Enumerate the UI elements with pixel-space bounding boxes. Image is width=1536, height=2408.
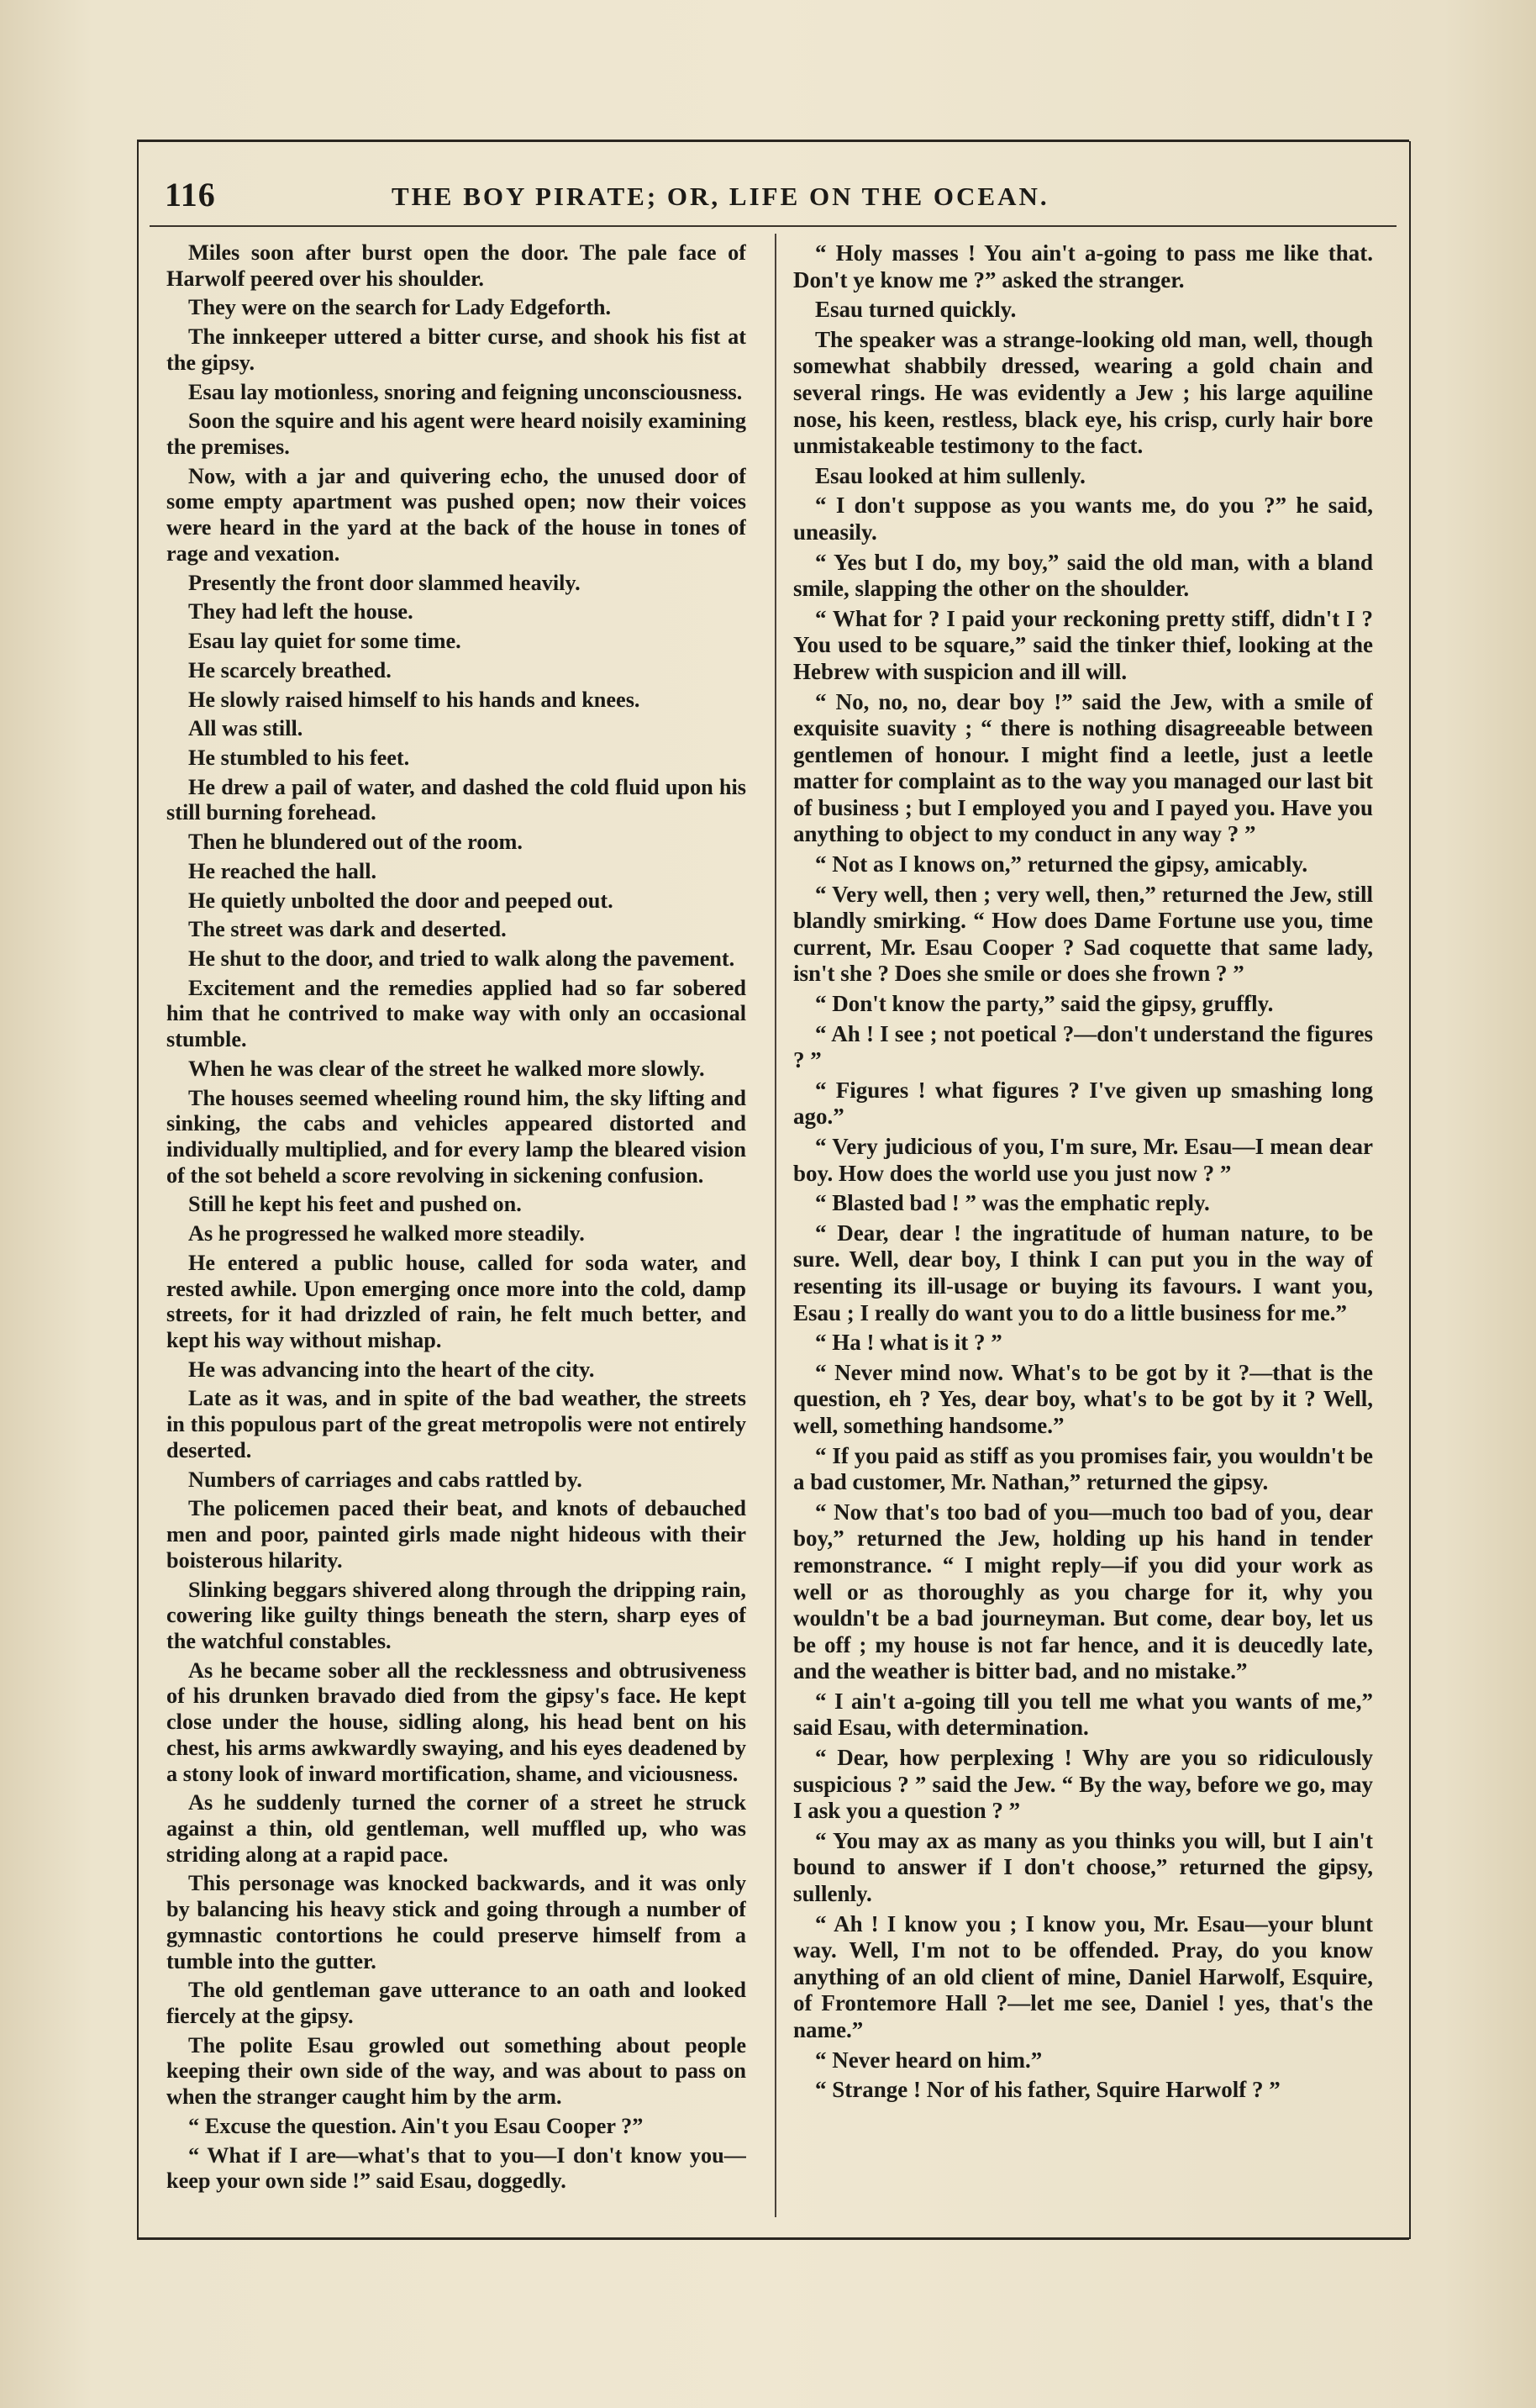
paragraph: “ Blasted bad ! ” was the emphatic reply. bbox=[815, 1190, 1210, 1216]
paragraph: The old gentleman gave utterance to an oath and looked fiercely at the gipsy. bbox=[166, 1978, 746, 2028]
paragraph: The polite Esau growled out something about people keeping their own side of the way, and was about to pass on when the stranger caught him by the arm. bbox=[166, 2032, 746, 2110]
paragraph: The houses seemed wheeling round him, the sky lifting and sinking, the cabs and vehicles appeared distorted and individually multiplied, and for every lamp the bleared vision of the sot beheld a score revolving in sickening confusion. bbox=[166, 1085, 746, 1188]
paragraph: “ Very judicious of you, I'm sure, Mr. Esau—I mean dear boy. How does the world use you just now ? ” bbox=[793, 1134, 1373, 1186]
paragraph: “ Not as I knows on,” returned the gipsy, amicably. bbox=[815, 851, 1308, 877]
paragraph: “ What for ? I paid your reckoning pretty stiff, didn't I ? You used to be square,” said the tinker thief, looking at the Hebrew with suspicion and ill will. bbox=[793, 605, 1373, 684]
paragraph: “ Holy masses ! You ain't a-going to pass me like that. Don't ye know me ?” asked the stranger. bbox=[793, 240, 1373, 292]
paragraph: Numbers of carriages and cabs rattled by. bbox=[188, 1467, 582, 1492]
bottom-rule bbox=[137, 2237, 1409, 2240]
paragraph: He reached the hall. bbox=[188, 858, 377, 883]
paragraph: Esau lay quiet for some time. bbox=[188, 629, 461, 654]
paragraph: “ Never heard on him.” bbox=[815, 2047, 1043, 2073]
paragraph: “ Ah ! I see ; not poetical ?—don't understand the figures ? ” bbox=[793, 1020, 1373, 1073]
paragraph: “ Excuse the question. Ain't you Esau Cooper ?” bbox=[188, 2113, 644, 2138]
page-number: 116 bbox=[165, 176, 216, 213]
header-rule bbox=[150, 225, 1397, 227]
paragraph: Slinking beggars shivered along through the dripping rain, cowering like guilty things beneath the stern, sharp eyes of the watchful constables. bbox=[166, 1577, 746, 1653]
paragraph: “ If you paid as stiff as you promises fair, you wouldn't be a bad customer, Mr. Nathan,” returned the gipsy. bbox=[793, 1442, 1373, 1495]
paragraph: They had left the house. bbox=[188, 599, 413, 624]
paragraph: “ Strange ! Nor of his father, Squire Harwolf ? ” bbox=[815, 2077, 1281, 2103]
paragraph: “ Ah ! I know you ; I know you, Mr. Esau—your blunt way. Well, I'm not to be offended. Pray, do you know anything of an old client of mine, Daniel Harwolf, Esquire, of Frontemore Hall ?—let me see, Daniel ! yes, that's the name.” bbox=[793, 1910, 1373, 2042]
paragraph: They were on the search for Lady Edgeforth. bbox=[188, 295, 612, 320]
paragraph: He shut to the door, and tried to walk along the pavement. bbox=[188, 946, 735, 971]
paragraph: The policemen paced their beat, and knots of debauched men and poor, painted girls made night hideous with their boisterous hilarity. bbox=[166, 1496, 746, 1573]
paragraph: As he suddenly turned the corner of a street he struck against a thin, old gentleman, well muffled up, who was striding along at a rapid pace. bbox=[166, 1790, 746, 1867]
paragraph: “ I don't suppose as you wants me, do you ?” he said, uneasily. bbox=[793, 493, 1373, 545]
paragraph: “ Ha ! what is it ? ” bbox=[815, 1330, 1002, 1356]
paragraph: “ Dear, how perplexing ! Why are you so ridiculously suspicious ? ” said the Jew. “ By the way, before we go, may I ask you a question ? ” bbox=[793, 1745, 1373, 1824]
paragraph: Esau turned quickly. bbox=[815, 297, 1017, 323]
paragraph: “ Never mind now. What's to be got by it ?—that is the question, eh ? Yes, dear boy, what's to be got by it ? Well, well, something handsome.” bbox=[793, 1359, 1373, 1438]
left-column bbox=[166, 240, 746, 2207]
paragraph: Late as it was, and in spite of the bad weather, the streets in this populous part of the great metropolis were not entirely deserted. bbox=[166, 1386, 746, 1462]
paragraph: Esau lay motionless, snoring and feigning unconsciousness. bbox=[188, 379, 743, 404]
paragraph: Presently the front door slammed heavily. bbox=[188, 570, 581, 595]
paragraph: “ Very well, then ; very well, then,” returned the Jew, still blandly smirking. “ How does Dame Fortune use you, time current, Mr. Esau Cooper ? Sad coquette that same lady, isn't she ? Does she smile or does she frown ? ” bbox=[793, 881, 1373, 987]
paragraph: He entered a public house, called for soda water, and rested awhile. Upon emerging once more into the cold, damp streets, for it had drizzled of rain, he felt much better, and kept his way without mishap. bbox=[166, 1250, 746, 1353]
paragraph: “ No, no, no, dear boy !” said the Jew, with a smile of exquisite suavity ; “ there is nothing disagreeable between gentlemen of honour. I might find a leetle, just a leetle matter for complaint as to the way you managed our last bit of business ; but I employed you and I payed you. Have you anything to object to my conduct in any way ? ” bbox=[793, 688, 1373, 847]
paragraph: Miles soon after burst open the door. The pale face of Harwolf peered over his shoulder. bbox=[166, 240, 746, 291]
paragraph: All was still. bbox=[188, 716, 303, 741]
paragraph: This personage was knocked backwards, and it was only by balancing his heavy stick and going through a number of gymnastic contortions he could preserve himself from a tumble into the gutter. bbox=[166, 1871, 746, 1973]
paragraph: “ Don't know the party,” said the gipsy, gruffly. bbox=[815, 991, 1274, 1017]
page-header bbox=[165, 175, 1391, 222]
paragraph: He scarcely breathed. bbox=[188, 657, 392, 682]
paragraph: “ Yes but I do, my boy,” said the old man, with a bland smile, slapping the other on the shoulder. bbox=[793, 549, 1373, 602]
paragraph: Esau looked at him sullenly. bbox=[815, 462, 1086, 488]
paragraph: “ Figures ! what figures ? I've given up smashing long ago.” bbox=[793, 1077, 1373, 1130]
paragraph: He quietly unbolted the door and peeped out. bbox=[188, 888, 613, 913]
paragraph: “ You may ax as many as you thinks you will, but I ain't bound to answer if I don't choose,” returned the gipsy, sullenly. bbox=[793, 1827, 1373, 1907]
paragraph: As he became sober all the recklessness and obtrusiveness of his drunken bravado died from the gipsy's face. He kept close under the house, sidling along, his head bent on his chest, his arms awkwardly swaying, and his eyes deadened by a stony look of inward mortification, shame, and viciousness. bbox=[166, 1657, 746, 1786]
paragraph: When he was clear of the street he walked more slowly. bbox=[188, 1056, 705, 1081]
column-divider bbox=[775, 234, 776, 2217]
paragraph: “ What if I are—what's that to you—I don't know you—keep your own side !” said Esau, doggedly. bbox=[166, 2142, 746, 2194]
running-title: THE BOY PIRATE; OR, LIFE ON THE OCEAN. bbox=[392, 182, 1049, 211]
paragraph: He drew a pail of water, and dashed the cold fluid upon his still burning forehead. bbox=[166, 774, 746, 825]
paragraph: He was advancing into the heart of the city. bbox=[188, 1357, 595, 1382]
paragraph: The speaker was a strange-looking old man, well, though somewhat shabbily dressed, wearing a gold chain and several rings. He was evidently a Jew ; his large aquiline nose, his keen, restless, black eye, his crisp, curly hair bore unmistakeable testimony to the fact. bbox=[793, 326, 1373, 459]
paragraph: Then he blundered out of the room. bbox=[188, 830, 523, 855]
paragraph: “ Dear, dear ! the ingratitude of human nature, to be sure. Well, dear boy, I think I can put you in the way of resenting its ill-usage or buying its favours. I want you, Esau ; I really do want you to do a little business for me.” bbox=[793, 1220, 1373, 1325]
paragraph: Now, with a jar and quivering echo, the unused door of some empty apartment was pushed open; now their voices were heard in the yard at the back of the house in tones of rage and vexation. bbox=[166, 463, 746, 566]
paragraph: As he progressed he walked more steadily. bbox=[188, 1221, 585, 1246]
paragraph: Soon the squire and his agent were heard noisily examining the premises. bbox=[166, 408, 746, 460]
paragraph: Still he kept his feet and pushed on. bbox=[188, 1192, 522, 1217]
paragraph: He slowly raised himself to his hands and knees. bbox=[188, 687, 640, 712]
paragraph: “ I ain't a-going till you tell me what you wants of me,” said Esau, with determination. bbox=[793, 1688, 1373, 1741]
paragraph: The street was dark and deserted. bbox=[188, 917, 507, 942]
right-column bbox=[793, 240, 1373, 2207]
paragraph: Excitement and the remedies applied had so far sobered him that he contrived to make way with only an occasional stumble. bbox=[166, 975, 746, 1052]
paragraph: “ Now that's too bad of you—much too bad of you, dear boy,” returned the Jew, holding up his hand in tender remonstrance. “ I might reply—if you did your work as well or as thoroughly as you charge for it, why you wouldn't be a bad journeyman. But come, dear boy, let us be off ; my house is not far hence, and it is deucedly late, and the weather is bitter bad, and no mistake.” bbox=[793, 1499, 1373, 1684]
paragraph: He stumbled to his feet. bbox=[188, 745, 410, 770]
paragraph: The innkeeper uttered a bitter curse, and shook his fist at the gipsy. bbox=[166, 324, 746, 375]
